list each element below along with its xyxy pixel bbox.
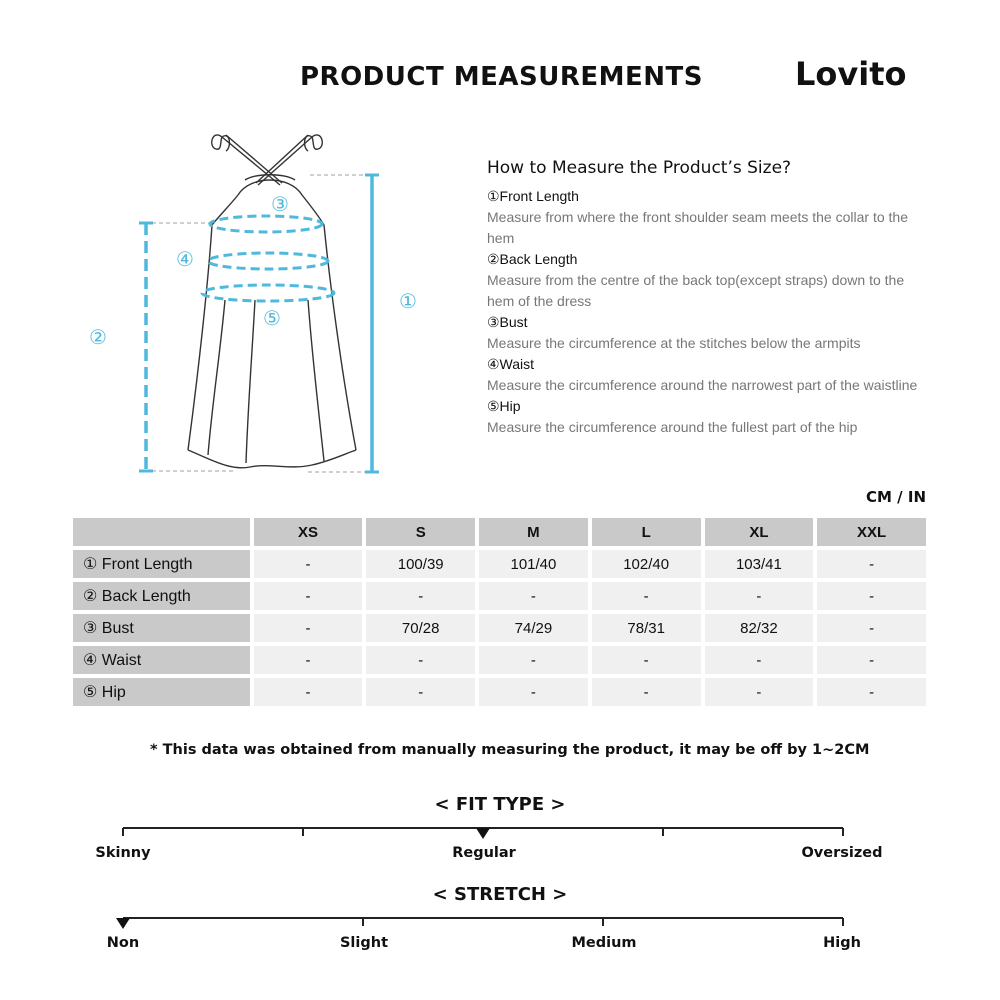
howto-item-title: ③Bust <box>487 314 528 330</box>
measurement-note: * This data was obtained from manually measuring the product, it may be off by 1~2CM <box>150 742 870 758</box>
table-cell: - <box>254 582 363 610</box>
stretch-scale <box>0 908 1000 938</box>
howto-item-title: ①Front Length <box>487 188 579 204</box>
table-row <box>73 582 926 610</box>
table-cell: - <box>479 678 588 706</box>
howto-item-title: ⑤Hip <box>487 398 521 414</box>
stretch-label-high: High <box>823 935 861 951</box>
table-cell: 100/39 <box>366 550 475 578</box>
marker-waist: ④ <box>176 247 194 271</box>
table-cell: - <box>366 678 475 706</box>
size-table <box>73 518 926 710</box>
size-header: M <box>479 518 588 546</box>
howto-item-desc: Measure from where the front shoulder seam meets the collar to the hem <box>487 209 908 246</box>
stretch-label-slight: Slight <box>339 935 389 951</box>
marker-bust: ③ <box>271 192 289 216</box>
row-label: ⑤ Hip <box>73 678 250 706</box>
howto-item-desc: Measure the circumference around the fullest part of the hip <box>487 419 858 435</box>
table-row <box>73 614 926 642</box>
table-header-corner <box>73 518 250 546</box>
fit-type-title: < FIT TYPE > <box>434 794 566 815</box>
size-header: XXL <box>817 518 926 546</box>
table-cell: 101/40 <box>479 550 588 578</box>
table-cell: - <box>366 582 475 610</box>
brand-logo: Lovito <box>795 55 907 93</box>
row-label: ② Back Length <box>73 582 250 610</box>
dress-diagram <box>80 125 440 490</box>
table-cell: - <box>479 582 588 610</box>
table-cell: - <box>254 550 363 578</box>
how-to-measure <box>487 158 927 438</box>
table-cell: - <box>705 678 814 706</box>
size-header: XS <box>254 518 363 546</box>
table-cell: - <box>592 582 701 610</box>
stretch-pointer <box>116 918 130 929</box>
size-header: L <box>592 518 701 546</box>
table-cell: 102/40 <box>592 550 701 578</box>
howto-item-title: ④Waist <box>487 356 535 372</box>
table-row <box>73 646 926 674</box>
fit-label-regular: Regular <box>452 845 516 861</box>
fit-type-pointer <box>476 828 490 839</box>
fit-type-scale <box>0 818 1000 848</box>
row-label: ④ Waist <box>73 646 250 674</box>
table-cell: - <box>592 678 701 706</box>
marker-back-length: ② <box>89 325 107 349</box>
table-cell: 103/41 <box>705 550 814 578</box>
table-cell: - <box>817 646 926 674</box>
stretch-label-non: Non <box>106 935 140 951</box>
table-cell: 82/32 <box>705 614 814 642</box>
table-cell: - <box>366 646 475 674</box>
marker-hip: ⑤ <box>263 306 281 330</box>
howto-item-desc: Measure the circumference around the narrowest part of the waistline <box>487 377 918 393</box>
page-title: PRODUCT MEASUREMENTS <box>300 62 703 92</box>
table-cell: 78/31 <box>592 614 701 642</box>
table-cell: 70/28 <box>366 614 475 642</box>
table-cell: - <box>817 550 926 578</box>
size-header: S <box>366 518 475 546</box>
table-cell: - <box>705 582 814 610</box>
table-cell: - <box>592 646 701 674</box>
fit-label-oversized: Oversized <box>801 845 883 861</box>
howto-item-desc: Measure the circumference at the stitches below the armpits <box>487 335 861 351</box>
table-cell: - <box>817 678 926 706</box>
fit-label-skinny: Skinny <box>95 845 151 861</box>
unit-label: CM / IN <box>866 488 926 506</box>
table-cell: - <box>254 614 363 642</box>
table-cell: 74/29 <box>479 614 588 642</box>
table-header-row <box>73 518 926 546</box>
table-row <box>73 550 926 578</box>
size-header: XL <box>705 518 814 546</box>
table-row <box>73 678 926 706</box>
table-cell: - <box>479 646 588 674</box>
table-cell: - <box>817 614 926 642</box>
table-cell: - <box>705 646 814 674</box>
how-to-heading: How to Measure the Product’s Size? <box>487 158 792 178</box>
row-label: ① Front Length <box>73 550 250 578</box>
marker-front-length: ① <box>399 289 417 313</box>
stretch-label-medium: Medium <box>571 935 637 951</box>
stretch-title: < STRETCH > <box>432 884 568 905</box>
table-cell: - <box>254 678 363 706</box>
table-cell: - <box>254 646 363 674</box>
row-label: ③ Bust <box>73 614 250 642</box>
howto-item-desc: Measure from the centre of the back top(except straps) down to the hem of the dress <box>487 272 905 309</box>
howto-item-title: ②Back Length <box>487 251 578 267</box>
table-cell: - <box>817 582 926 610</box>
